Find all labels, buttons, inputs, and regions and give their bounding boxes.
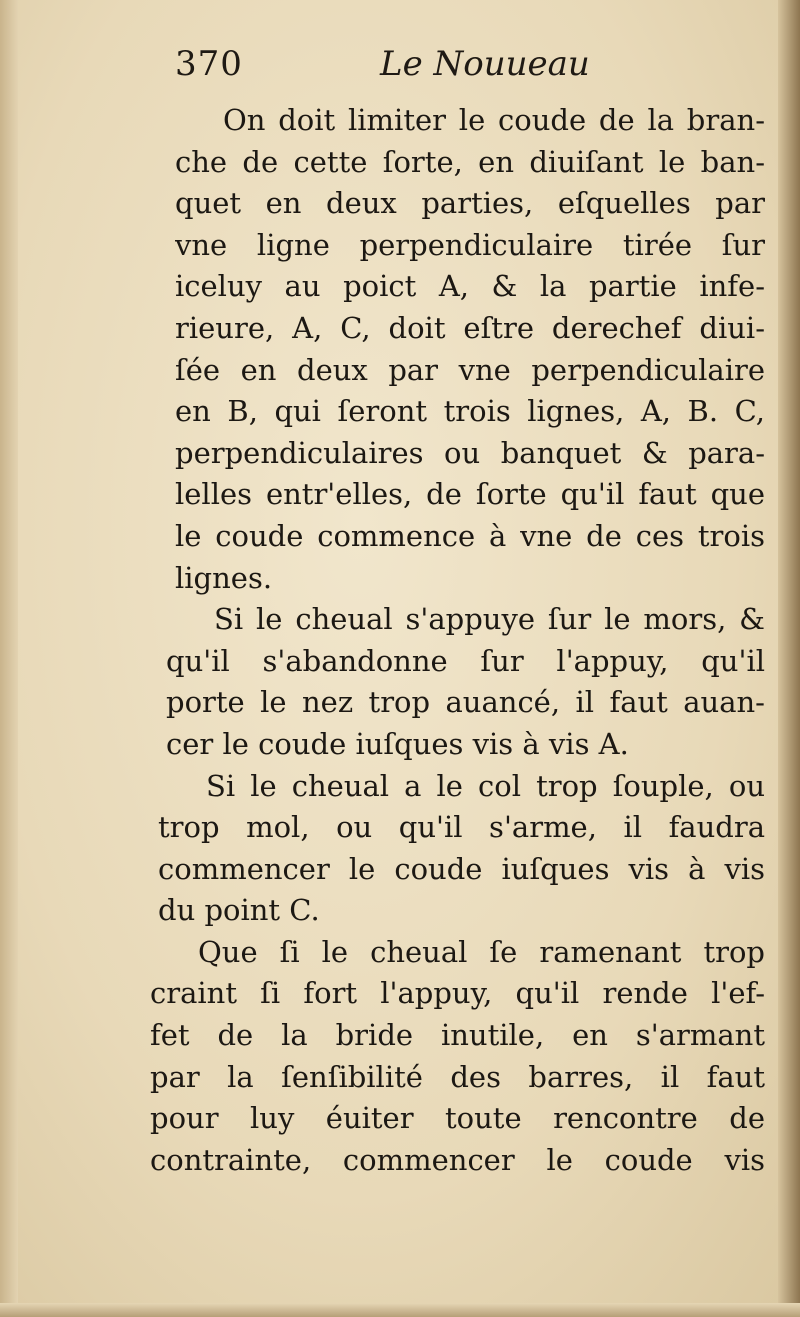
page-bottom-edge [0,1303,800,1317]
paragraph-1 [175,100,765,599]
text-line: par la ſenſibilité des barres, il faut [150,1059,765,1094]
text-line: qu'il s'abandonne ſur l'appuy, qu'il [166,643,765,678]
text-line: che de cette ſorte, en diuiſant le ban- [175,144,765,179]
text-line: Que ſi le cheual ſe ramenant trop [198,934,765,969]
text-line: ſée en deux par vne perpendiculaire [175,352,765,387]
text-line: du point C. [158,893,320,928]
text-line: perpendiculaires ou banquet & para- [175,435,765,470]
text-line: vne ligne perpendiculaire tirée ſur [175,227,765,262]
page-gutter-shadow [0,0,18,1317]
text-line: pour luy éuiter toute rencontre de [150,1101,765,1136]
text-line: Si le cheual a le col trop ſouple, ou [206,768,765,803]
paragraph-4 [150,932,765,1182]
text-line: rieure, A, C, doit eſtre derechef diui- [175,310,765,345]
text-line: iceluy au poict A, & la partie infe- [175,269,765,304]
page-header [175,44,755,94]
paragraph-2 [166,599,765,765]
text-line: fet de la bride inutile, en s'armant [150,1018,765,1053]
page-edge-shadow [778,0,800,1317]
body-text [150,100,765,1181]
text-line: quet en deux parties, eſquelles par [175,186,765,221]
text-line: contrainte, commencer le coude vis [150,1142,765,1177]
running-title: Le Nouueau [380,44,590,84]
text-line: Si le cheual s'appuye ſur le mors, & [214,602,765,637]
page-number: 370 [175,44,243,84]
text-line: On doit limiter le coude de la bran- [223,103,765,137]
text-line: cer le coude iuſques vis à vis A. [166,726,629,761]
text-line: porte le nez trop auancé, il faut auan- [166,685,765,720]
text-line: commencer le coude iuſques vis à vis [158,851,765,886]
text-line: en B, qui ſeront trois lignes, A, B. C, [175,394,765,429]
text-line: lelles entr'elles, de ſorte qu'il faut que [175,477,765,512]
text-line: trop mol, ou qu'il s'arme, il faudra [158,810,765,845]
paragraph-3 [158,766,765,932]
text-line: le coude commence à vne de ces trois [175,518,765,553]
text-line: craint ſi fort l'appuy, qu'il rende l'ef- [150,976,765,1011]
text-line: lignes. [175,560,273,595]
